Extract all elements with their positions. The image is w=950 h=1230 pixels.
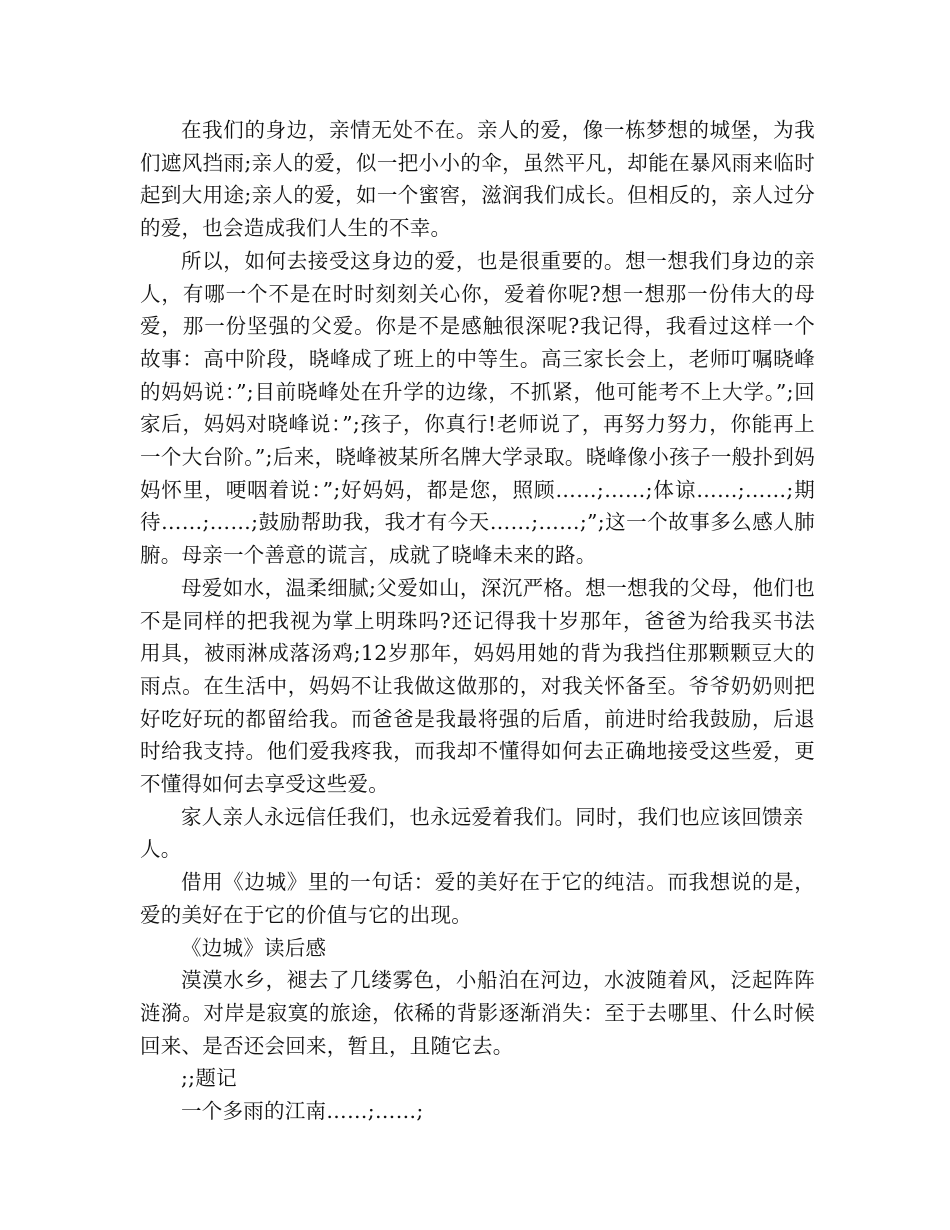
paragraph-xiaofeng-story: 所以，如何去接受这身边的爱，也是很重要的。想一想我们身边的亲人，有哪一个不是在时时刻刻关心你，爱着你呢?想一想那一份伟大的母爱，那一份坚强的父爱。你是不是感触很深呢?我记得，我看过这样一个故事：高中阶段，晓峰成了班上的中等生。高三家长会上，老师叮嘱晓峰的妈妈说：”;目前晓峰处在升学的边缘，不抓紧，他可能考不上大学。”;回家后，妈妈对晓峰说：”;孩子，你真行!老师说了，再努力努力，你能再上一个大台阶。”;后来，晓峰被某所名牌大学录取。晓峰像小孩子一般扑到妈妈怀里，哽咽着说：”;好妈妈，都是您，照顾……;……;体谅……;……;期待……;……;鼓励帮助我，我才有今天……;……;”;这一个故事多么感人肺腑。母亲一个善意的谎言，成就了晓峰未来的路。	[140, 248, 815, 568]
paragraph-parents-love: 母爱如水，温柔细腻;父爱如山，深沉严格。想一想我的父母，他们也不是同样的把我视为掌上明珠吗?还记得我十岁那年，爸爸为给我买书法用具，被雨淋成落汤鸡;12岁那年，妈妈用她的背为我挡住那颗颗豆大的雨点。在生活中，妈妈不让我做这做那的，对我关怀备至。爷爷奶奶则把好吃好玩的都留给我。而爸爸是我最将强的后盾，前进时给我鼓励，后退时给我支持。他们爱我疼我，而我却不懂得如何去正确地接受这些爱，更不懂得如何去享受这些爱。	[140, 575, 815, 797]
section-subtitle: 《边城》读后感	[181, 935, 327, 960]
paragraph-biancheng-quote: 借用《边城》里的一句话：爱的美好在于它的纯洁。而我想说的是，爱的美好在于它的价值与它的出现。	[140, 870, 815, 927]
paragraph-family-trust: 家人亲人永远信任我们，也永远爱着我们。同时，我们也应该回馈亲人。	[140, 804, 804, 862]
paragraph-family-love-metaphors: 在我们的身边，亲情无处不在。亲人的爱，像一栋梦想的城堡，为我们遮风挡雨;亲人的爱，似一把小小的伞，虽然平凡，却能在暴风雨来临时起到大用途;亲人的爱，如一个蜜窖，滋润我们成长。但相反的，亲人过分的爱，也会造成我们人生的不幸。	[140, 118, 815, 241]
document-page	[140, 114, 815, 1128]
paragraph-rainy-jiangnan: 一个多雨的江南……;……;	[181, 1099, 424, 1124]
paragraph-epigraph-label: ;;题记	[181, 1066, 237, 1091]
paragraph-water-town: 漠漠水乡，褪去了几缕雾色，小船泊在河边，水波随着风，泛起阵阵涟漪。对岸是寂寞的旅途，依稀的背影逐渐消失：至于去哪里、什么时候回来、是否还会回来，暂且，且随它去。	[140, 968, 815, 1058]
